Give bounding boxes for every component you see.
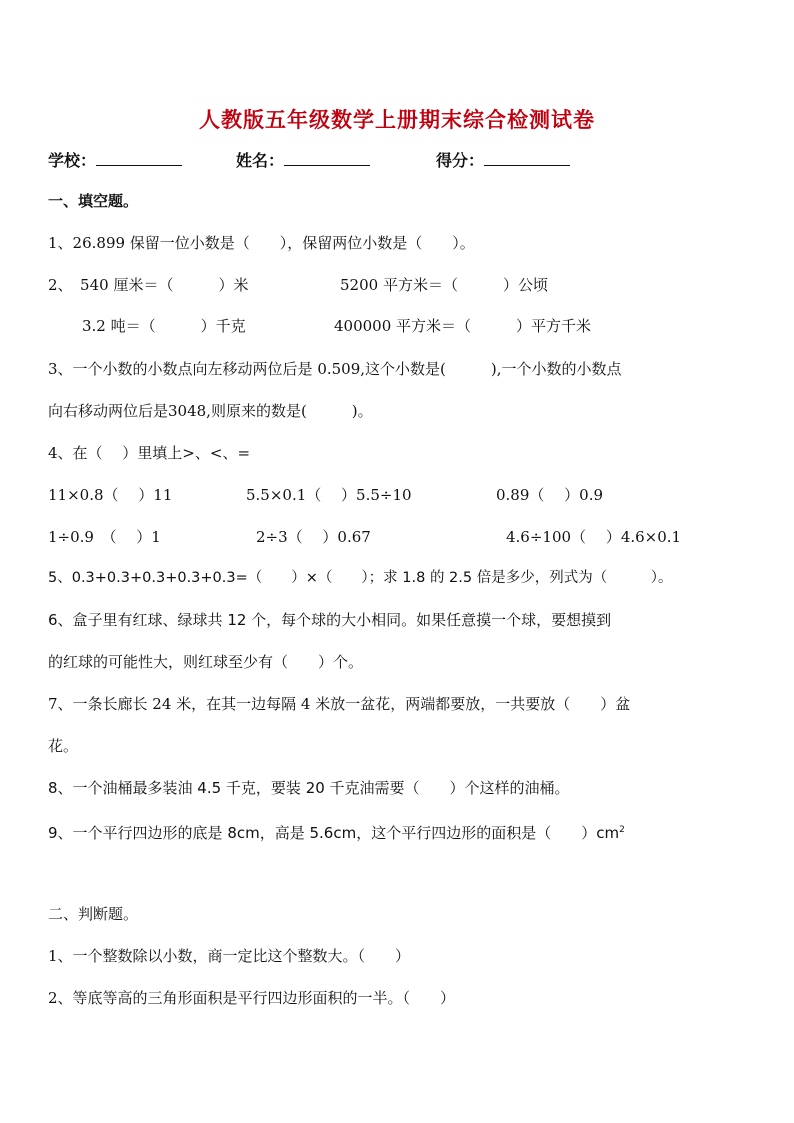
school-label: 学校： <box>48 151 97 170</box>
question-1: 1、26.899 保留一位小数是（ ），保留两位小数是（ ）。 <box>48 234 475 252</box>
question-2-d: 400000 平方米＝（ ）平方千米 <box>334 317 592 335</box>
question-9 <box>48 820 625 843</box>
question-4-row2-b: 2÷3（ ）0.67 <box>256 528 371 546</box>
question-4: 4、在（ ）里填上>、<、= <box>48 444 251 462</box>
name-label: 姓名： <box>236 151 285 170</box>
question-6-line1: 6、盒子里有红球、绿球共 12 个，每个球的大小相同。如果任意摸一个球，要想摸到 <box>48 611 612 629</box>
question-3-line2: 向右移动两位后是3048,则原来的数是( )。 <box>48 402 373 420</box>
question-2-c: 3.2 吨＝（ ）千克 <box>82 317 246 335</box>
judge-question-2: 2、等底等高的三角形面积是平行四边形面积的一半。（ ） <box>48 989 456 1007</box>
school-blank[interactable] <box>96 151 182 166</box>
score-blank[interactable] <box>484 151 570 166</box>
section1-heading: 一、填空题。 <box>48 192 139 210</box>
question-4-row1-c: 0.89（ ）0.9 <box>496 486 604 504</box>
question-7-line1: 7、一条长廊长 24 米，在其一边每隔 4 米放一盆花，两端都要放，一共要放（ ）盆 <box>48 695 631 713</box>
question-9-superscript: 2 <box>619 825 625 835</box>
section2-heading: 二、判断题。 <box>48 905 139 923</box>
judge-question-1: 1、一个整数除以小数，商一定比这个整数大。（ ） <box>48 947 411 965</box>
question-4-row2-a: 1÷0.9 （ ）1 <box>48 528 161 546</box>
exam-title: 人教版五年级数学上册期末综合检测试卷 <box>199 108 595 132</box>
question-5: 5、0.3+0.3+0.3+0.3+0.3=（ ）×（ ）；求 1.8 的 2.5 倍是多少，列式为（ ）。 <box>48 570 673 586</box>
name-blank[interactable] <box>284 151 370 166</box>
name-field[interactable] <box>236 148 370 171</box>
question-2-b: 5200 平方米＝（ ）公顷 <box>340 276 548 294</box>
question-4-row2-c: 4.6÷100（ ）4.6×0.1 <box>506 528 682 546</box>
question-6-line2: 的红球的可能性大，则红球至少有（ ）个。 <box>48 653 364 671</box>
question-8: 8、一个油桶最多装油 4.5 千克，要装 20 千克油需要（ ）个这样的油桶。 <box>48 779 570 797</box>
question-2-a: 2、 540 厘米＝（ ）米 <box>48 276 249 294</box>
school-field[interactable] <box>48 148 182 171</box>
question-4-row1-b: 5.5×0.1（ ）5.5÷10 <box>246 486 412 504</box>
question-7-line2: 花。 <box>48 737 79 755</box>
question-3-line1: 3、一个小数的小数点向左移动两位后是 0.509,这个小数是( ),一个小数的小数点 <box>48 360 622 378</box>
score-label: 得分： <box>436 151 485 170</box>
question-4-row1-a: 11×0.8（ ）11 <box>48 486 173 504</box>
question-9-text: 9、一个平行四边形的底是 8cm，高是 5.6cm，这个平行四边形的面积是（ ）cm <box>48 824 620 842</box>
score-field[interactable] <box>436 148 570 171</box>
